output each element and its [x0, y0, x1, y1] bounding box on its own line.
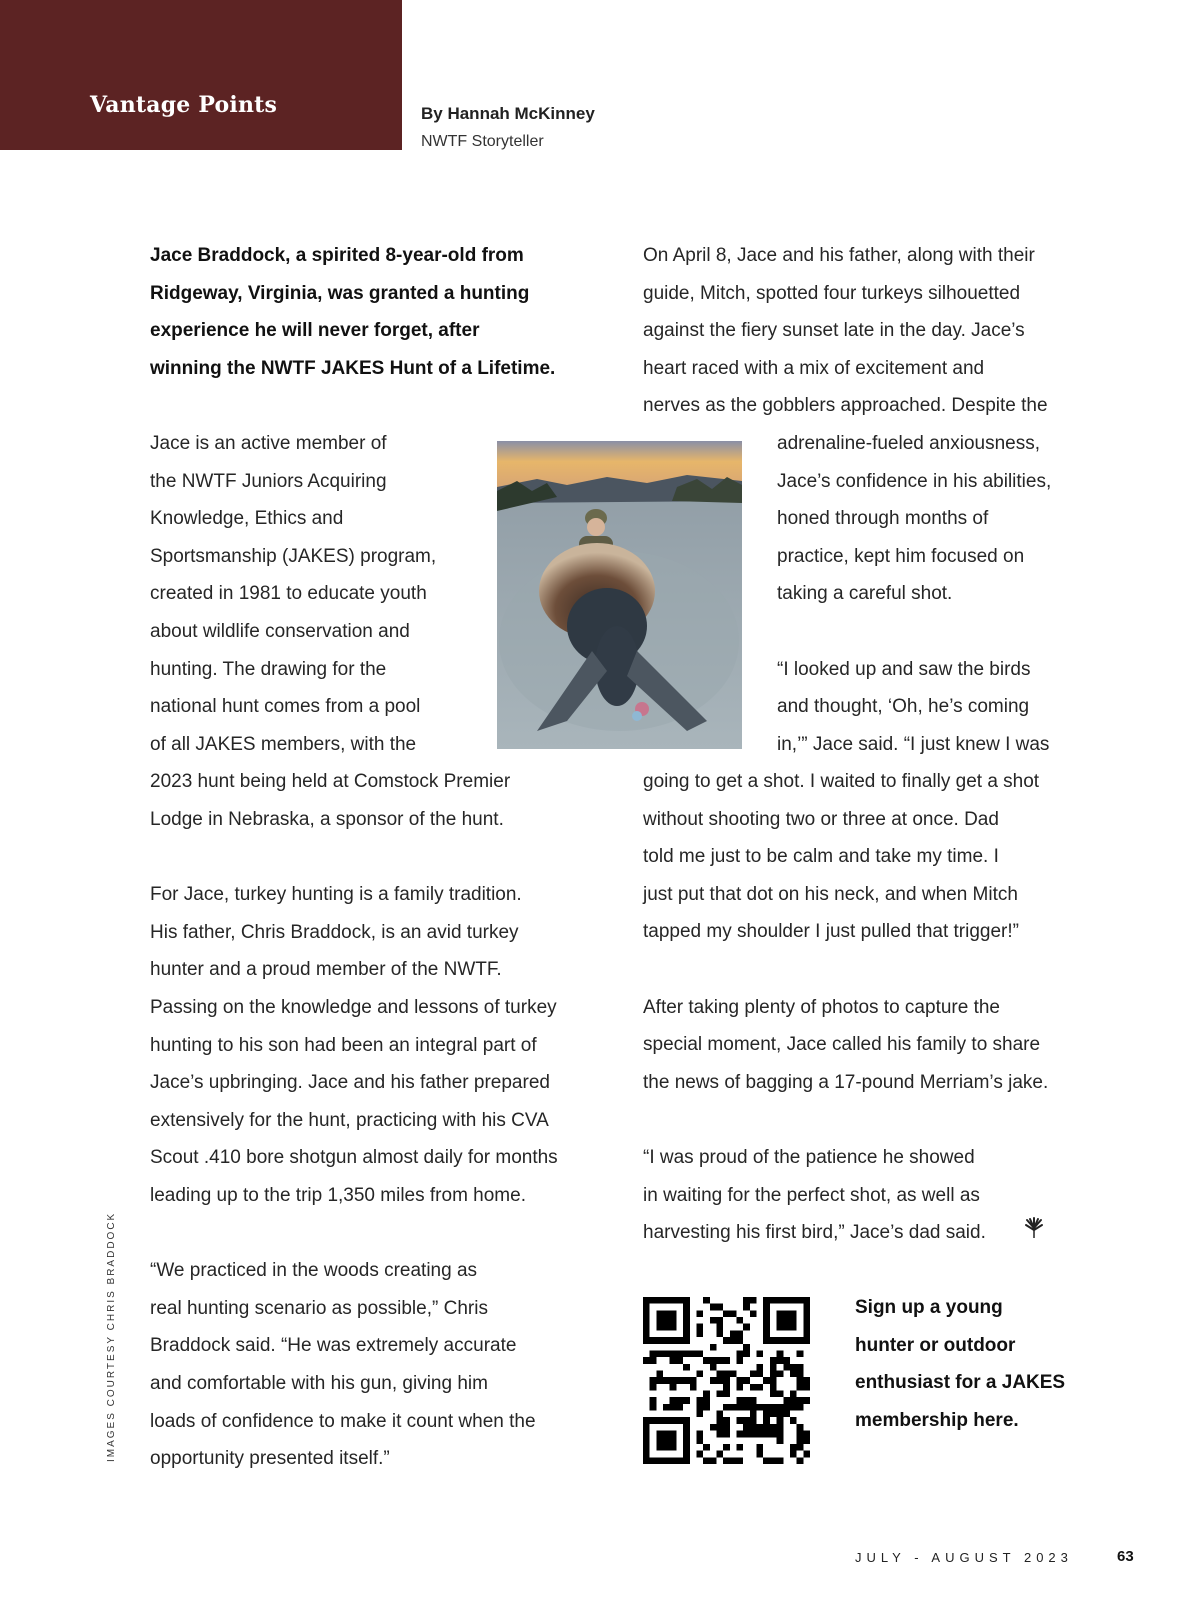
- text-line: and thought, ‘Oh, he’s coming: [777, 696, 1030, 718]
- text-line: honed through months of: [777, 508, 989, 530]
- text-line: hunter or outdoor: [855, 1334, 1016, 1356]
- text-line: On April 8, Jace and his father, along with their: [643, 245, 1035, 266]
- turkey-feather-icon: [1024, 1217, 1044, 1239]
- text-line: His father, Chris Braddock, is an avid turkey: [150, 921, 519, 943]
- text-line: “We practiced in the woods creating as: [150, 1260, 478, 1282]
- text-line: special moment, Jace called his family to share: [643, 1034, 1041, 1056]
- text-line: of all JAKES members, with the: [150, 733, 417, 755]
- text-line: the news of bagging a 17-pound Merriam’s jake.: [643, 1071, 1049, 1093]
- section-title: Vantage Points: [90, 92, 278, 118]
- text-line: opportunity presented itself.”: [150, 1448, 390, 1470]
- text-line: tapped my shoulder I just pulled that trigger!”: [643, 921, 1019, 943]
- text-line: 2023 hunt being held at Comstock Premier: [150, 771, 511, 793]
- text-line: going to get a shot. I waited to finally get a shot: [643, 771, 1040, 792]
- text-line: adrenaline-fueled anxiousness,: [777, 433, 1041, 454]
- text-line: hunter and a proud member of the NWTF.: [150, 959, 502, 981]
- text-line: Jace is an active member of: [150, 433, 387, 454]
- text-line: loads of confidence to make it count when the: [150, 1410, 536, 1432]
- text-line: “I looked up and saw the birds: [777, 658, 1031, 680]
- text-line: and comfortable with his gun, giving him: [150, 1373, 488, 1394]
- text-line: Jace’s confidence in his abilities,: [777, 470, 1052, 492]
- text-line: just put that dot on his neck, and when Mitch: [643, 883, 1018, 905]
- page-number: 63: [1117, 1548, 1134, 1565]
- text-line: Knowledge, Ethics and: [150, 508, 344, 530]
- text-line: winning the NWTF JAKES Hunt of a Lifetime.: [150, 357, 556, 379]
- author-role: NWTF Storyteller: [421, 133, 544, 150]
- text-line: Ridgeway, Virginia, was granted a hunting: [150, 282, 530, 304]
- text-line: hunting to his son had been an integral part of: [150, 1034, 537, 1056]
- text-line: Jace Braddock, a spirited 8-year-old from: [150, 245, 524, 266]
- qr-code[interactable]: [643, 1297, 810, 1464]
- author-byline: By Hannah McKinney: [421, 104, 595, 123]
- text-line: For Jace, turkey hunting is a family tradition.: [150, 884, 522, 906]
- text-line: nerves as the gobblers approached. Despite the: [643, 395, 1048, 417]
- section-banner: [0, 0, 402, 150]
- issue-date: JULY - AUGUST 2023: [855, 1550, 1073, 1565]
- text-line: practice, kept him focused on: [777, 545, 1025, 567]
- text-line: against the fiery sunset late in the day. Jace’s: [643, 320, 1025, 342]
- text-line: heart raced with a mix of excitement and: [643, 357, 985, 379]
- text-line: Jace’s upbringing. Jace and his father prepared: [150, 1072, 550, 1094]
- text-line: Braddock said. “He was extremely accurate: [150, 1335, 517, 1357]
- text-line: leading up to the trip 1,350 miles from home.: [150, 1185, 526, 1206]
- text-line: created in 1981 to educate youth: [150, 583, 427, 605]
- text-line: in,’” Jace said. “I just knew I was: [777, 733, 1050, 755]
- text-line: Sportsmanship (JAKES) program,: [150, 545, 437, 567]
- text-line: in waiting for the perfect shot, as well as: [643, 1184, 980, 1206]
- hunt-photo: [497, 441, 742, 749]
- text-line: Sign up a young: [855, 1297, 1003, 1318]
- text-line: After taking plenty of photos to capture the: [643, 996, 1001, 1018]
- text-line: extensively for the hunt, practicing with his CVA: [150, 1109, 549, 1131]
- text-line: membership here.: [855, 1409, 1019, 1431]
- text-line: the NWTF Juniors Acquiring: [150, 470, 387, 492]
- text-line: told me just to be calm and take my time. I: [643, 846, 999, 868]
- text-line: without shooting two or three at once. Dad: [643, 808, 999, 830]
- photo-credit: IMAGES COURTESY CHRIS BRADDOCK: [106, 1211, 117, 1462]
- text-line: Lodge in Nebraska, a sponsor of the hunt.: [150, 809, 504, 830]
- text-line: enthusiast for a JAKES: [855, 1372, 1066, 1394]
- text-line: Passing on the knowledge and lessons of turkey: [150, 997, 557, 1018]
- text-line: real hunting scenario as possible,” Chris: [150, 1297, 488, 1319]
- text-line: hunting. The drawing for the: [150, 658, 387, 680]
- text-line: harvesting his first bird,” Jace’s dad said.: [643, 1222, 986, 1244]
- text-line: experience he will never forget, after: [150, 320, 480, 342]
- text-line: “I was proud of the patience he showed: [643, 1147, 975, 1168]
- text-line: taking a careful shot.: [777, 583, 953, 605]
- text-line: about wildlife conservation and: [150, 621, 410, 642]
- text-line: national hunt comes from a pool: [150, 696, 421, 718]
- text-line: Scout .410 bore shotgun almost daily for months: [150, 1147, 558, 1169]
- text-line: guide, Mitch, spotted four turkeys silhouetted: [643, 282, 1021, 304]
